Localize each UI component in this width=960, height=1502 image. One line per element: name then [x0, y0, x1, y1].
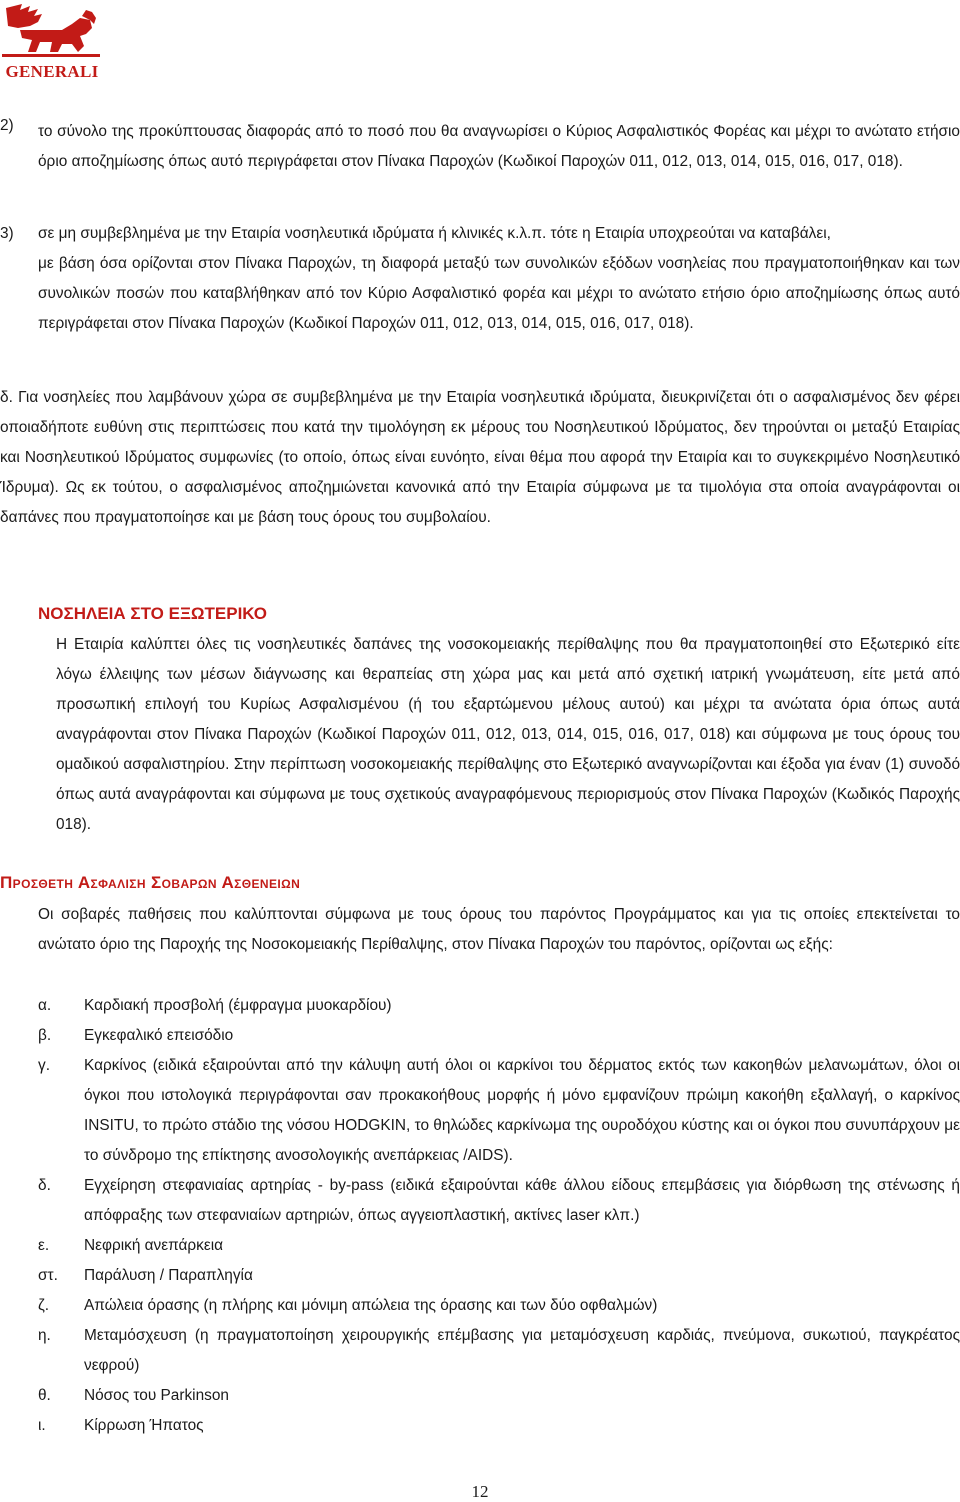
item-3-text: με βάση όσα ορίζονται στον Πίνακα Παροχών, τη διαφορά μεταξύ των συνολικών εξόδων νοσηλείας που πραγματοποιήθηκαν και των συνολικών ποσών που καταβλήθηκαν από τον Κύριο Ασφαλιστικό φορέα και μέχρι το ανώτατο ετήσιο όριο αποζημίωσης όπως αυτό περιγράφεται στον Πίνακα Παροχών (Κωδικοί Παροχών 011, 012, 013, 014, 015, 016, 017, 018). [38, 255, 960, 332]
logo-wordmark: GENERALI [5, 62, 99, 81]
list-text: Μεταμόσχευση (η πραγματοποίηση χειρουργικής επέμβασης για μεταμόσχευση καρδιάς, πνεύμονα, συκωτιού, παγκρέατος νεφρού) [84, 1327, 960, 1374]
abroad-heading: ΝΟΣΗΛΕΙΑ ΣΤΟ ΕΞΩΤΕΡΙΚΟ [38, 604, 268, 623]
list-text: Νεφρική ανεπάρκεια [84, 1237, 224, 1254]
list-item [38, 1381, 960, 1411]
item-2-number: 2) [0, 117, 14, 134]
item-3-number: 3) [0, 225, 14, 242]
list-text: Κίρρωση Ήπατος [84, 1417, 204, 1434]
list-marker: ι. [38, 1417, 46, 1434]
item-3-first-line: σε μη συμβεβλημένα με την Εταιρία νοσηλευτικά ιδρύματα ή κλινικές κ.λ.π. τότε η Εταιρία υποχρεούται να καταβάλει, [38, 225, 831, 242]
generali-logo [0, 0, 104, 90]
list-item [38, 1171, 960, 1231]
list-text: Εγκεφαλικό επεισόδιο [84, 1027, 234, 1044]
list-item [38, 1411, 960, 1441]
list-marker: θ. [38, 1387, 51, 1404]
serious-illness-list [38, 991, 960, 1441]
list-text: Παράλυση / Παραπληγία [84, 1267, 253, 1284]
list-marker: στ. [38, 1267, 58, 1284]
abroad-text: Η Εταιρία καλύπτει όλες τις νοσηλευτικές δαπάνες της νοσοκομειακής περίθαλψης που θα πραγματοποιηθεί στο Εξωτερικό είτε λόγω έλλειψης των μέσων διάγνωσης και θεραπείας στη χώρα μας και μετά από σχετική ιατρική γνωμάτευση, είτε μετά από προσωπική επιλογή του Κυρίως Ασφαλισμένου (ή του εξαρτώμενου μέλους αυτού) και μέχρι τα ανώτατα όρια όπως αυτά αναγράφονται στον Πίνακα Παροχών (Κωδικοί Παροχών 011, 012, 013, 014, 015, 016, 017, 018) και σύμφωνα με τους όρους του ομαδικού ασφαλιστηρίου. Στην περίπτωση νοσοκομειακής περίθαλψης στο Εξωτερικό αναγνωρίζονται και έξοδα για έναν (1) συνοδό όπως αυτά αναγράφονται και σύμφωνα με τους σχετικούς αναγραφόμενους περιορισμούς στον Πίνακα Παροχών (Κωδικός Παροχής 018). [56, 636, 960, 833]
list-text: Καρκίνος (ειδικά εξαιρούνται από την κάλυψη αυτή όλοι οι καρκίνοι του δέρματος εκτός των κακοηθών μελανωμάτων, όλοι οι όγκοι που ιστολογικά περιγράφονται σαν προκακοήθους μορφής ή μόνο εμφανίζουν πρώιμη κακοήθη εξαλλαγή, ο καρκίνος INSITU, το πρώτο στάδιο της νόσου HODGKIN, το θηλώδες καρκίνωμα της ουροδόχου κύστης και οι όγκοι που συνυπάρχουν με το σύνδρομο της επίκτησης ανοσολογικής ανεπάρκειας /AIDS). [84, 1057, 960, 1164]
list-marker: η. [38, 1327, 51, 1344]
list-item [38, 1051, 960, 1171]
list-marker: ζ. [38, 1297, 50, 1314]
list-text: Νόσος του Parkinson [84, 1387, 229, 1404]
serious-illness-intro [38, 900, 960, 960]
list-text: Απώλεια όρασης (η πλήρης και μόνιμη απώλεια της όρασης και των δύο οφθαλμών) [84, 1297, 658, 1314]
list-text: Καρδιακή προσβολή (έμφραγμα μυοκαρδίου) [84, 997, 392, 1014]
delta-paragraph [0, 383, 960, 533]
delta-marker: δ. [0, 389, 13, 406]
list-item [38, 1231, 960, 1261]
winged-lion-icon [0, 0, 104, 62]
list-marker: γ. [38, 1057, 50, 1074]
list-marker: δ. [38, 1177, 51, 1194]
page-number: 12 [471, 1482, 489, 1501]
list-item [38, 991, 960, 1021]
list-item [38, 1021, 960, 1051]
serious-illness-heading: Προσθετη Ασφαλιση Σοβαρων Ασθενειων [0, 873, 301, 892]
serious-intro-text: Οι σοβαρές παθήσεις που καλύπτονται σύμφωνα με τους όρους του παρόντος Προγράμματος και για τις οποίες επεκτείνεται το ανώτατο όριο της Παροχής της Νοσοκομειακής Περίθαλψης, στον Πίνακα Παροχών του παρόντος, ορίζονται ως εξής: [38, 906, 960, 953]
abroad-section [56, 630, 960, 840]
item-2-text: το σύνολο της προκύπτουσας διαφοράς από το ποσό που θα αναγνωρίσει ο Κύριος Ασφαλιστικός Φορέας και μέχρι το ανώτατο ετήσιο όριο αποζημίωσης όπως αυτό περιγράφεται στον Πίνακα Παροχών (Κωδικοί Παροχών 011, 012, 013, 014, 015, 016, 017, 018). [38, 123, 960, 170]
delta-text [0, 383, 960, 533]
item-3 [0, 219, 960, 339]
list-text: Εγχείρηση στεφανιαίας αρτηρίας - by-pass (ειδικά εξαιρούνται κάθε άλλου είδους επεμβάσεις για διόρθωση της στένωσης ή απόφραξης των στεφανιαίων αρτηριών, όπως αγγειοπλαστική, ακτίνες laser κλπ.) [84, 1177, 960, 1224]
list-item [38, 1321, 960, 1381]
list-marker: β. [38, 1027, 52, 1044]
list-marker: α. [38, 997, 52, 1014]
delta-body: Για νοσηλείες που λαμβάνουν χώρα σε συμβεβλημένα με την Εταιρία νοσηλευτικά ιδρύματα, διευκρινίζεται ότι ο ασφαλισμένος δεν φέρει οποιαδήποτε ευθύνη στις περιπτώσεις που κατά την τιμολόγηση εκ μέρους του Νοσηλευτικού Ιδρύματος, δεν τηρούνται οι μεταξύ Εταιρίας και Νοσηλευτικού Ιδρύματος συμφωνίες (το οποίο, όπως είναι ευνόητο, είναι θέμα που αφορά την Εταιρία και το συγκεκριμένο Νοσηλευτικό Ίδρυμα). Ως εκ τούτου, ο ασφαλισμένος αποζημιώνεται κανονικά από την Εταιρία σύμφωνα με τα τιμολόγια στα οποία αναγράφονται οι δαπάνες που πραγματοποίησε και με βάση τους όρους του συμβολαίου. [0, 389, 960, 526]
list-marker: ε. [38, 1237, 50, 1254]
item-2 [0, 117, 960, 177]
list-item [38, 1291, 960, 1321]
list-item [38, 1261, 960, 1291]
